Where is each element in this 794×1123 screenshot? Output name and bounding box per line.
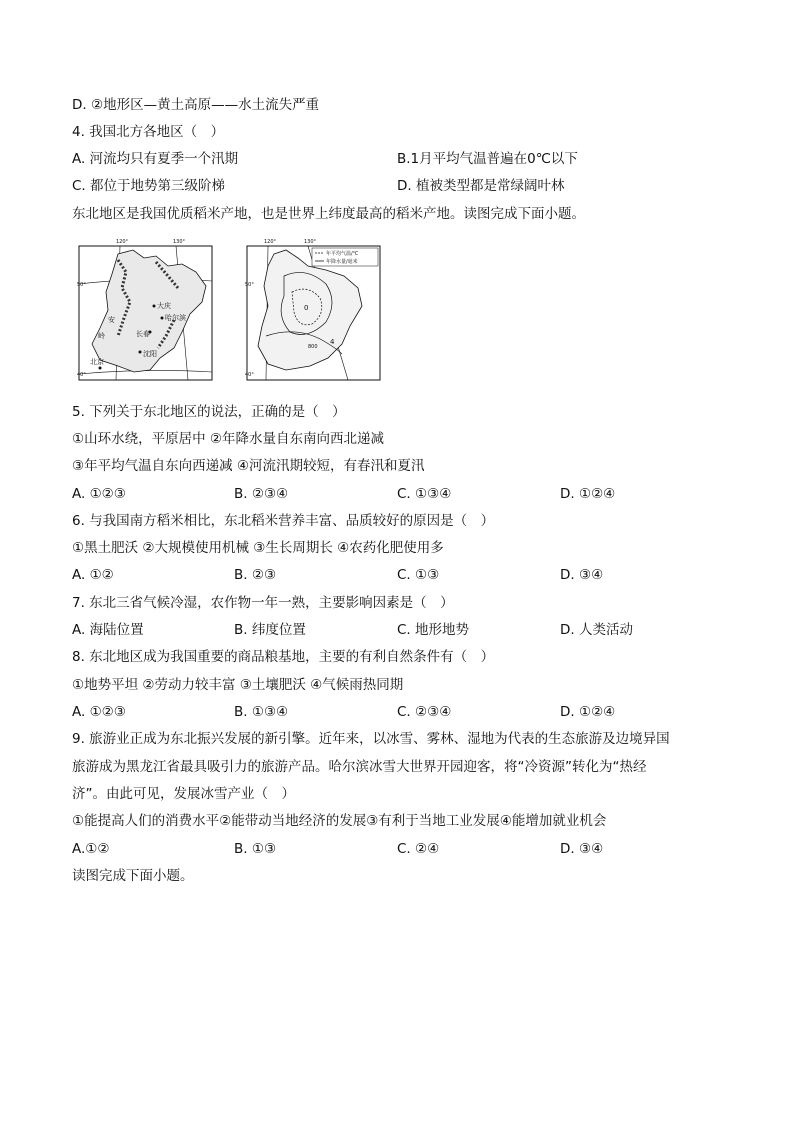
svg-text:长春: 长春 (136, 330, 150, 338)
question-7-stem: 7. 东北三省气候冷湿，农作物一年一熟，主要影响因素是（ ） (72, 595, 454, 611)
question-9-option-c: C. ②④ (397, 841, 440, 857)
northeast-physical-map (78, 236, 213, 381)
question-8-stem: 8. 东北地区成为我国重要的商品粮基地，主要的有利自然条件有（ ） (72, 649, 495, 665)
question-7-option-b: B. 纬度位置 (234, 622, 306, 638)
svg-text:130°: 130° (304, 239, 317, 245)
question-5-option-c: C. ①③④ (397, 486, 452, 502)
question-5-option-b: B. ②③④ (234, 486, 289, 502)
svg-text:安: 安 (108, 316, 115, 324)
question-6-option-c: C. ①③ (397, 567, 440, 583)
svg-text:800: 800 (308, 344, 318, 350)
question-9-option-d: D. ③④ (560, 841, 604, 857)
question-8-option-d: D. ①②④ (560, 704, 616, 720)
question-5-option-d: D. ①②④ (560, 486, 616, 502)
question-8-option-a: A. ①②③ (72, 704, 126, 720)
question-8-items: ①地势平坦 ②劳动力较丰富 ③土壤肥沃 ④气候雨热同期 (72, 677, 404, 693)
question-9-stem-line-1: 9. 旅游业正成为东北振兴发展的新引擎。近年来，以冰雪、雾林、湿地为代表的生态旅游及边境异国 (72, 731, 670, 747)
question-6-items: ①黑土肥沃 ②大规模使用机械 ③生长周期长 ④农药化肥使用多 (72, 540, 444, 556)
svg-text:岭: 岭 (98, 332, 105, 340)
svg-text:130°: 130° (173, 239, 186, 245)
intro-northeast: 东北地区是我国优质稻米产地，也是世界上纬度最高的稻米产地。读图完成下面小题。 (72, 206, 585, 222)
question-4-option-b: B.1月平均气温普遍在0℃以下 (397, 151, 578, 167)
svg-text:4: 4 (330, 338, 335, 346)
question-7-option-a: A. 海陆位置 (72, 622, 144, 638)
question-9-option-b: B. ①③ (234, 841, 277, 857)
svg-text:年平均气温/℃: 年平均气温/℃ (326, 251, 359, 257)
question-9-option-a: A.①② (72, 841, 110, 857)
question-5-items-1: ①山环水绕，平原居中 ②年降水量自东南向西北递减 (72, 431, 384, 447)
svg-text:哈尔滨: 哈尔滨 (165, 314, 186, 322)
svg-text:0: 0 (304, 304, 309, 312)
question-7-option-c: C. 地形地势 (397, 622, 470, 638)
svg-text:40°: 40° (245, 372, 254, 378)
question-3-option-d: D. ②地形区—黄土高原——水土流失严重 (72, 97, 320, 113)
question-5-items-2: ③年平均气温自东向西递减 ④河流汛期较短，有春汛和夏汛 (72, 458, 425, 474)
question-4-stem: 4. 我国北方各地区（ ） (72, 124, 225, 140)
svg-text:120°: 120° (116, 239, 129, 245)
question-6-option-a: A. ①② (72, 567, 114, 583)
svg-text:沈阳: 沈阳 (143, 350, 157, 358)
question-9-stem-line-3: 济”。由此可见，发展冰雪产业（ ） (72, 786, 295, 802)
question-8-option-b: B. ①③④ (234, 704, 289, 720)
question-5-option-a: A. ①②③ (72, 486, 126, 502)
question-8-option-c: C. ②③④ (397, 704, 452, 720)
question-6-stem: 6. 与我国南方稻米相比，东北稻米营养丰富、品质较好的原因是（ ） (72, 513, 495, 529)
question-5-stem: 5. 下列关于东北地区的说法，正确的是（ ） (72, 404, 346, 420)
question-9-items: ①能提高人们的消费水平②能带动当地经济的发展③有利于当地工业发展④能增加就业机会 (72, 813, 607, 829)
question-4-option-d: D. 植被类型都是常绿阔叶林 (397, 178, 565, 194)
northeast-climate-map-svg (246, 236, 381, 381)
question-9-stem-line-2: 旅游成为黑龙江省最具吸引力的旅游产品。哈尔滨冰雪大世界开园迎客，将“冷资源”转化为“热经 (72, 759, 647, 775)
question-4-option-c: C. 都位于地势第三级阶梯 (72, 178, 226, 194)
northeast-climate-map (246, 236, 381, 381)
svg-text:50°: 50° (77, 282, 86, 288)
svg-text:50°: 50° (245, 282, 254, 288)
svg-text:40°: 40° (77, 372, 86, 378)
svg-text:大庆: 大庆 (157, 302, 171, 310)
outro-read-map: 读图完成下面小题。 (72, 868, 194, 884)
svg-text:120°: 120° (264, 239, 277, 245)
svg-text:北京: 北京 (90, 358, 104, 366)
question-6-option-b: B. ②③ (234, 567, 277, 583)
question-7-option-d: D. 人类活动 (560, 622, 633, 638)
svg-text:年降水量/毫米: 年降水量/毫米 (326, 259, 358, 265)
question-6-option-d: D. ③④ (560, 567, 604, 583)
question-4-option-a: A. 河流均只有夏季一个汛期 (72, 151, 239, 167)
northeast-physical-map-svg (78, 236, 213, 381)
